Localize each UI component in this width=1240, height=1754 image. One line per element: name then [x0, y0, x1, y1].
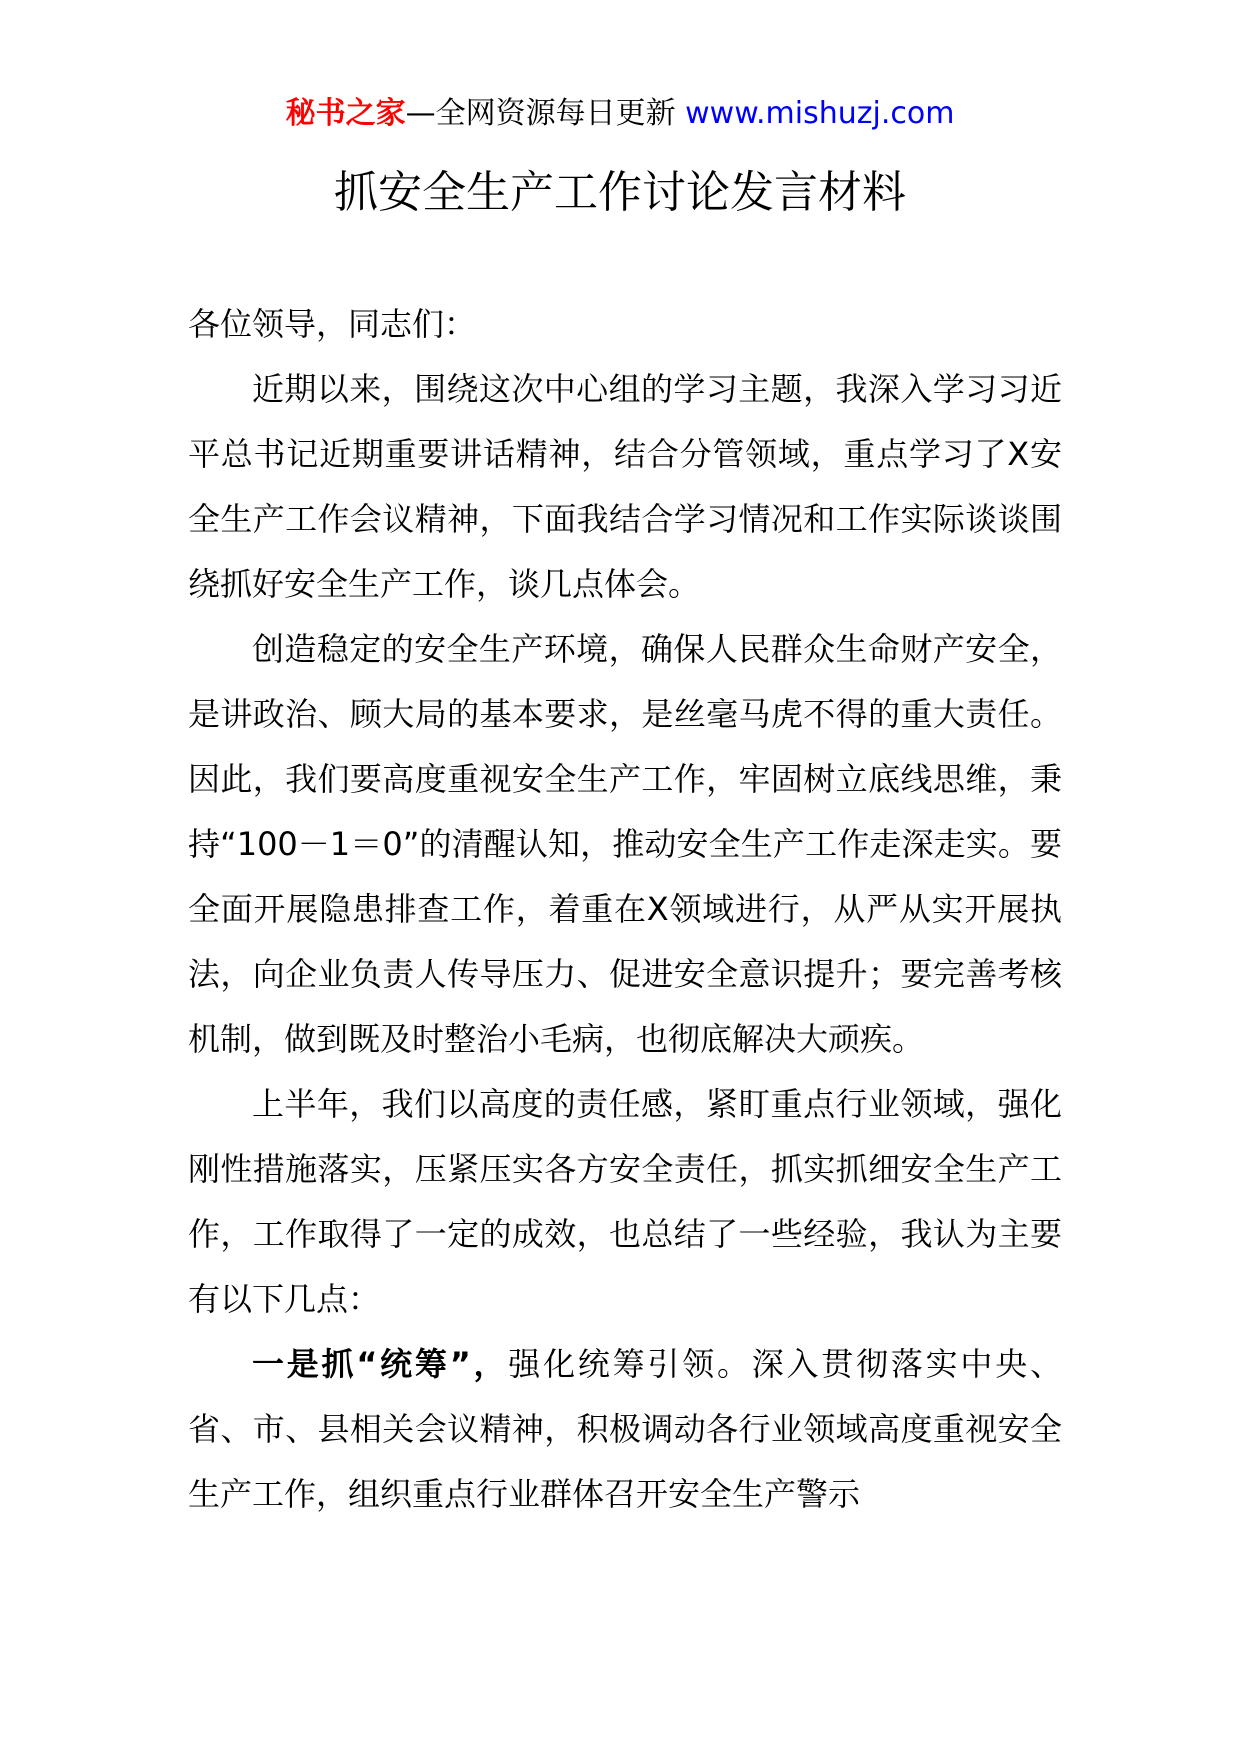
document-title: 抓安全生产工作讨论发言材料 — [334, 167, 906, 218]
salutation: 各位领导，同志们： — [188, 305, 477, 343]
brand-name: 秘书之家 — [285, 96, 406, 131]
paragraph-point-one — [188, 1332, 1062, 1527]
site-url-link[interactable]: www.mishuzj.com — [685, 96, 955, 131]
point-one-text: 强化统筹引领。深入贯彻落实中央、省、市、县相关会议精神，积极调动各行业领域高度重视安全生产工作，组织重点行业群体召开安全生产警示 — [188, 1345, 1062, 1513]
point-one-lead: 一是抓“统筹”， — [252, 1345, 509, 1383]
paragraph: 创造稳定的安全生产环境，确保人民群众生命财产安全，是讲政治、顾大局的基本要求，是丝毫马虎不得的重大责任。因此，我们要高度重视安全生产工作，牢固树立底线思维，秉持“100－1＝0”的清醒认知，推动安全生产工作走深走实。要全面开展隐患排查工作，着重在X领域进行，从严从实开展执法，向企业负责人传导压力、促进安全意识提升；要完善考核机制，做到既及时整治小毛病，也彻底解决大顽疾。 — [188, 630, 1062, 1058]
header-tagline: —全网资源每日更新 — [405, 96, 676, 131]
paragraph: 近期以来，围绕这次中心组的学习主题，我深入学习习近平总书记近期重要讲话精神，结合分管领域，重点学习了X安全生产工作会议精神，下面我结合学习情况和工作实际谈谈围绕抓好安全生产工作，谈几点体会。 — [188, 370, 1062, 603]
site-header — [0, 94, 1240, 134]
paragraph: 上半年，我们以高度的责任感，紧盯重点行业领域，强化刚性措施落实，压紧压实各方安全责任，抓实抓细安全生产工作，工作取得了一定的成效，也总结了一些经验，我认为主要有以下几点： — [188, 1085, 1062, 1318]
document-body — [188, 292, 1062, 1527]
